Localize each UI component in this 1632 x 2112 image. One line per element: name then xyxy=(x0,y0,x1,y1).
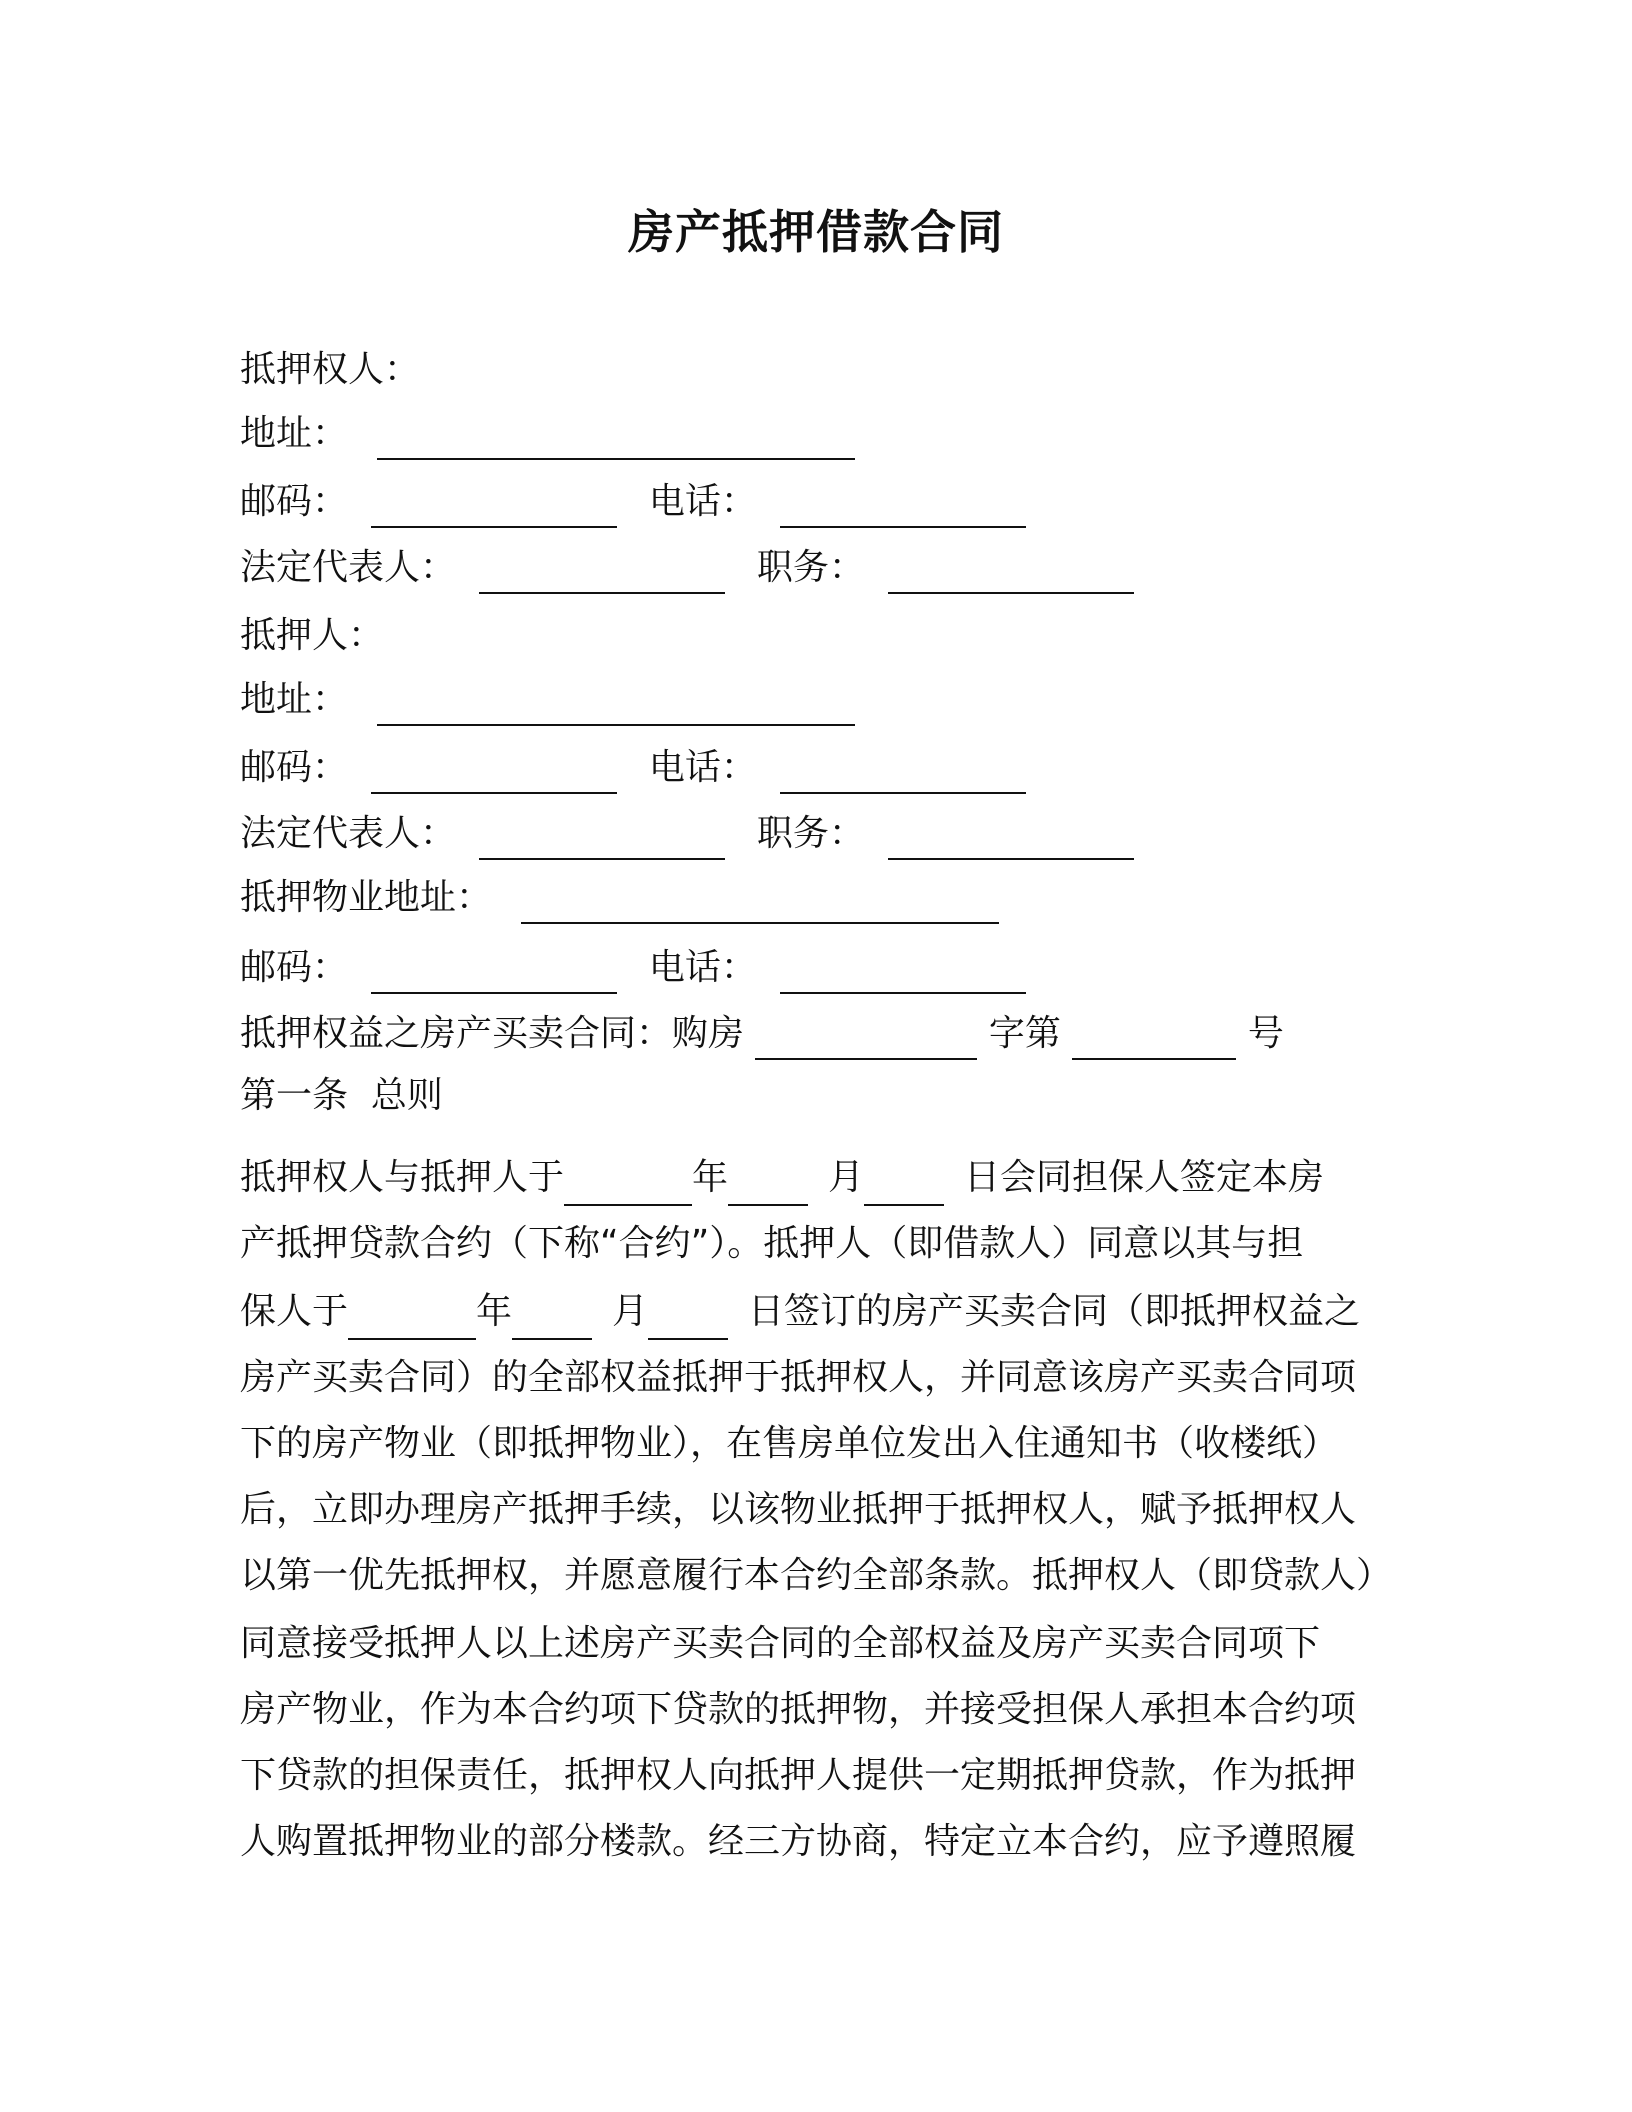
body-line-1 xyxy=(240,1150,1324,1206)
body-text: 年 xyxy=(692,1157,729,1198)
sign-year-field[interactable] xyxy=(564,1160,692,1206)
mortgagee-position-field[interactable] xyxy=(888,552,1134,594)
body-line-4 xyxy=(240,1350,1356,1406)
mortgagee-rep-line xyxy=(240,542,1134,594)
body-line-9 xyxy=(240,1682,1356,1738)
body-text: 月 xyxy=(828,1157,865,1198)
body-text: 年 xyxy=(476,1291,513,1332)
body-text: 下贷款的担保责任，抵押权人向抵押人提供一定期抵押贷款，作为抵押 xyxy=(240,1755,1357,1796)
body-text: 保人于 xyxy=(240,1291,349,1332)
postcode-label: 邮码： xyxy=(240,481,349,522)
body-line-2 xyxy=(240,1216,1303,1272)
postcode-label: 邮码： xyxy=(240,747,349,788)
body-line-6 xyxy=(240,1482,1356,1538)
body-line-5 xyxy=(240,1416,1338,1472)
mortgagee-phone-field[interactable] xyxy=(780,486,1026,528)
property-contact-line xyxy=(240,942,1026,994)
position-label: 职务： xyxy=(756,547,865,588)
body-line-8 xyxy=(240,1616,1320,1672)
contract-suffix-label: 号 xyxy=(1247,1013,1284,1054)
mortgagor-legal-rep-field[interactable] xyxy=(479,818,725,860)
mortgagor-postcode-field[interactable] xyxy=(371,752,617,794)
contract-number-field[interactable] xyxy=(1072,1018,1236,1060)
section-heading-line xyxy=(240,1070,443,1122)
mortgagor-phone-field[interactable] xyxy=(780,752,1026,794)
contract-character-field[interactable] xyxy=(755,1014,977,1060)
mortgagor-position-field[interactable] xyxy=(888,818,1134,860)
body-line-7 xyxy=(240,1548,1392,1604)
mortgagor-rep-line xyxy=(240,808,1134,860)
body-text: 以第一优先抵押权，并愿意履行本合约全部条款。抵押权人（即贷款人） xyxy=(240,1555,1393,1596)
property-address-line xyxy=(240,872,999,924)
body-line-10 xyxy=(240,1748,1356,1804)
phone-label: 电话： xyxy=(648,481,757,522)
body-text: 日签订的房产买卖合同（即抵押权益之 xyxy=(748,1291,1361,1332)
property-address-field[interactable] xyxy=(521,878,999,924)
section-heading: 第一条 总则 xyxy=(240,1075,443,1116)
body-text: 下的房产物业（即抵押物业），在售房单位发出入住通知书（收楼纸） xyxy=(240,1423,1339,1464)
mortgagee-label: 抵押权人： xyxy=(240,349,421,390)
mortgagor-address-line xyxy=(240,674,855,726)
sign-day-field[interactable] xyxy=(864,1164,944,1206)
mortgagor-contact-line xyxy=(240,742,1026,794)
legal-rep-label: 法定代表人： xyxy=(240,547,457,588)
document-title: 房产抵押借款合同 xyxy=(628,205,1004,259)
purchase-month-field[interactable] xyxy=(512,1298,592,1340)
legal-rep-label: 法定代表人： xyxy=(240,813,457,854)
body-text: 房产买卖合同）的全部权益抵押于抵押权人，并同意该房产买卖合同项 xyxy=(240,1357,1357,1398)
phone-label: 电话： xyxy=(648,947,757,988)
body-text: 抵押权人与抵押人于 xyxy=(240,1157,565,1198)
mortgagee-address-line xyxy=(240,408,855,460)
property-address-label: 抵押物业地址： xyxy=(240,877,493,918)
body-text: 房产物业，作为本合约项下贷款的抵押物，并接受担保人承担本合约项 xyxy=(240,1689,1357,1730)
phone-label: 电话： xyxy=(648,747,757,788)
property-postcode-field[interactable] xyxy=(371,952,617,994)
position-label: 职务： xyxy=(756,813,865,854)
sign-month-field[interactable] xyxy=(728,1164,808,1206)
contract-mid-label: 字第 xyxy=(988,1013,1061,1054)
address-label: 地址： xyxy=(240,679,349,720)
mortgagee-contact-line xyxy=(240,476,1026,528)
body-text: 产抵押贷款合约（下称“合约”）。抵押人（即借款人）同意以其与担 xyxy=(240,1223,1304,1264)
property-phone-field[interactable] xyxy=(780,952,1026,994)
purchase-day-field[interactable] xyxy=(648,1298,728,1340)
mortgagee-postcode-field[interactable] xyxy=(371,486,617,528)
mortgagee-line xyxy=(240,344,420,396)
contract-prefix-label: 抵押权益之房产买卖合同：购房 xyxy=(240,1013,745,1054)
mortgagor-label: 抵押人： xyxy=(240,615,385,656)
body-text: 后，立即办理房产抵押手续，以该物业抵押于抵押权人，赋予抵押权人 xyxy=(240,1489,1357,1530)
purchase-contract-line xyxy=(240,1008,1284,1060)
mortgagor-address-field[interactable] xyxy=(377,680,855,726)
body-text: 月 xyxy=(612,1291,649,1332)
mortgagee-address-field[interactable] xyxy=(377,414,855,460)
purchase-year-field[interactable] xyxy=(348,1294,476,1340)
body-line-11 xyxy=(240,1814,1356,1870)
body-line-3 xyxy=(240,1284,1360,1340)
address-label: 地址： xyxy=(240,413,349,454)
postcode-label: 邮码： xyxy=(240,947,349,988)
body-text: 人购置抵押物业的部分楼款。经三方协商，特定立本合约，应予遵照履 xyxy=(240,1821,1357,1862)
body-text: 日会同担保人签定本房 xyxy=(964,1157,1325,1198)
mortgagee-legal-rep-field[interactable] xyxy=(479,552,725,594)
mortgagor-line xyxy=(240,610,384,662)
body-text: 同意接受抵押人以上述房产买卖合同的全部权益及房产买卖合同项下 xyxy=(240,1623,1321,1664)
